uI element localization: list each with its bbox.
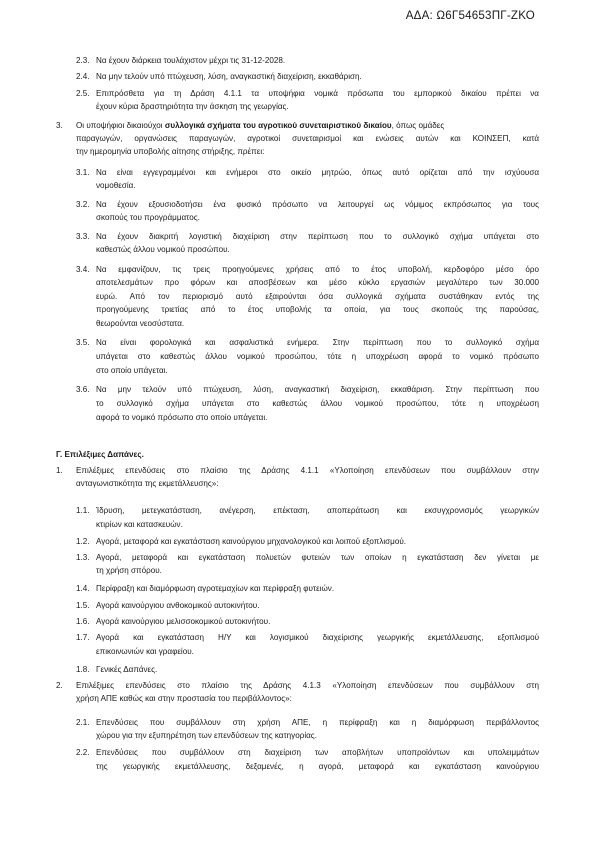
item-text: Να εμφανίζουν, τις τρεις προηγούμενες χρήσεις από το έτος υποβολή, κερδοφόρο μέσο όρο	[96, 265, 539, 274]
item-text: Επενδύσεις που συμβάλλουν στη χρήση ΑΠΕ, η περίφραξη και η διαμόρφωση περιβάλλοντος	[96, 718, 539, 727]
item-text: καθεστώς άλλου νομικού προσώπου.	[96, 245, 230, 254]
item-text: έχουν κύρια δραστηριότητα την άσκηση της γεωργίας.	[96, 102, 289, 111]
item-number: 1.2.	[76, 537, 90, 546]
item-text: επικοινωνιών και γραφείου.	[96, 647, 194, 656]
item-text: Να έχουν διάρκεια τουλάχιστον μέχρι τις 31-12-2028.	[96, 56, 286, 65]
item-number: 3.1.	[76, 168, 90, 177]
paragraph-line: Οι υποψήφιοι δικαιούχοι συλλογικά σχήματα του αγροτικού συνεταιριστικού δικαίου, όπως ομάδες	[76, 121, 445, 130]
item-text: Να έχουν διακριτή λογιστική διαχείριση στην περίπτωση που το συλλογικό σχήμα υπάγεται στο	[96, 232, 539, 241]
item-text: Ίδρυση, μετεγκατάσταση, ανέγερση, επέκταση, αποπεράτωση και εκσυγχρονισμός γεωργικών	[96, 506, 539, 515]
item-text: αφορά το νομικό πρόσωπο στο οποίο υπάγεται.	[96, 413, 268, 422]
item-text: νομοθεσία.	[96, 181, 136, 190]
item-number: 3.3.	[76, 232, 90, 241]
item-number: 3.6.	[76, 385, 90, 394]
item-number: 1.1.	[76, 506, 90, 515]
item-text: το συλλογικό σχήμα υπάγεται στο καθεστώς άλλου νομικού προσώπου, τότε η υποχρέωση	[96, 399, 539, 408]
item-text: της γεωργικής εκμετάλλευσης, δεξαμενές, η αγορά, μεταφορά και εγκατάσταση καινούργιου	[96, 762, 539, 771]
item-text: Αγορά καινούργιου ανθοκομικού αυτοκινήτου.	[96, 601, 260, 610]
item-number: 1.7.	[76, 633, 90, 642]
item-text: κτιρίων και κατασκευών.	[96, 520, 183, 529]
paragraph-line: την ημερομηνία υποβολής αίτησης στήριξης, πρέπει:	[76, 147, 265, 156]
list-number: 3.	[56, 121, 63, 130]
item-text: Επενδύσεις που συμβάλλουν στη διαχείριση των αποβλήτων υποπροϊόντων και υπολειμμάτων	[96, 748, 539, 757]
item-text: προηγούμενης τριετίας από το έτος υποβολής τα οποία, για τους σκοπούς της παρούσας,	[96, 305, 539, 314]
item-number: 2.5.	[76, 89, 90, 98]
ada-header: ΑΔΑ: Ω6Γ54653ΠΓ-ΖΚΟ	[405, 9, 535, 22]
item-number: 1.8.	[76, 665, 90, 674]
item-number: 1.5.	[76, 601, 90, 610]
item-number: 3.2.	[76, 200, 90, 209]
item-text: στο οποίο υπάγεται.	[96, 366, 168, 375]
item-text: Να είναι φορολογικά και ασφαλιστικά ενήμερα. Στην περίπτωση που το συλλογικό σχήμα	[96, 338, 539, 347]
item-text: Αγορά καινούργιου μελισσοκομικού αυτοκινήτου.	[96, 617, 271, 626]
paragraph-line: ανταγωνιστικότητα της εκμετάλλευσης»:	[76, 479, 219, 488]
item-text: χώρου για την εξυπηρέτηση των επενδύσεων της κατηγορίας.	[96, 731, 317, 740]
section-heading: Γ. Επιλέξιμες Δαπάνες.	[56, 450, 144, 459]
item-text: θεωρούνται νεοσύστατα.	[96, 319, 185, 328]
item-number: 1.6.	[76, 617, 90, 626]
paragraph-line: Επιλέξιμες επενδύσεις στο πλαίσιο της Δράσης 4.1.1 «Υλοποίηση επενδύσεων που συμβάλλουν στην	[76, 466, 539, 475]
item-text: Γενικές Δαπάνες.	[96, 665, 158, 674]
item-text: σκοπούς του προγράμματος.	[96, 213, 200, 222]
item-text: Αγορά και εγκατάσταση Η/Υ και λογισμικού διαχείρισης γεωργικής εκμετάλλευσης, εξοπλισμού	[96, 633, 539, 642]
item-text: Αγορά, μεταφορά και εγκατάσταση πολυετών φυτειών των οποίων η εγκατάσταση δεν γίνεται με	[96, 553, 539, 562]
item-number: 3.4.	[76, 265, 90, 274]
item-text: υπάγεται στο καθεστώς άλλου νομικού προσώπου, τότε η υποχρέωση αφορά το νομικό πρόσωπο	[96, 352, 539, 361]
item-text: ευρώ. Από τον περιορισμό αυτό εξαιρούνται όσα συλλογικά σχήματα συστάθηκαν εντός της	[96, 292, 539, 301]
item-text: Να μην τελούν υπό πτώχευση, λύση, αναγκαστική διαχείριση, εκκαθάριση.	[96, 72, 362, 81]
item-text: Να έχουν εξουσιοδοτήσει ένα φυσικό πρόσωπο να λειτουργεί ως νόμιμος εκπρόσωπος για τους	[96, 200, 539, 209]
item-text: Αγορά, μεταφορά και εγκατάσταση καινούργιου μηχανολογικού και λοιπού εξοπλισμού.	[96, 537, 407, 546]
item-text: τη χρήση σπόρου.	[96, 566, 162, 575]
item-number: 2.2.	[76, 748, 90, 757]
item-text: Περίφραξη και διαμόρφωση αγροτεμαχίων και περίφραξη φυτειών.	[96, 584, 335, 593]
item-number: 3.5.	[76, 338, 90, 347]
paragraph-line: Επιλέξιμες επενδύσεις στο πλαίσιο της Δράσης 4.1.3 «Υλοποίηση επενδύσεων που συμβάλλουν στη	[76, 681, 539, 690]
item-number: 1.3.	[76, 553, 90, 562]
list-number: 2.	[56, 681, 63, 690]
item-number: 2.1.	[76, 718, 90, 727]
item-number: 2.3.	[76, 56, 90, 65]
paragraph-line: παραγωγών, οργανώσεις παραγωγών, αγροτικοί συνεταιρισμοί και ενώσεις αυτών και ΚΟΙΝΣΕΠ, κατά	[76, 134, 539, 143]
item-text: Επιπρόσθετα για τη Δράση 4.1.1 τα υποψήφια νομικά πρόσωπα του εμπορικού δικαίου πρέπει να	[96, 89, 539, 98]
paragraph-line: χρήση ΑΠΕ καθώς και στην προστασία του περιβάλλοντος»:	[76, 694, 292, 703]
item-text: αποτελεσμάτων προ φόρων και αποσβέσεων και μέσο κύκλο εργασιών μεγαλύτερο των 30.000	[96, 278, 539, 287]
item-number: 2.4.	[76, 72, 90, 81]
item-text: Να είναι εγγεγραμμένοι και ενήμεροι στο οικείο μητρώο, όπως αυτό ορίζεται από την ισχύουσα	[96, 168, 539, 177]
list-number: 1.	[56, 466, 63, 475]
item-text: Να μην τελούν υπό πτώχευση, λύση, αναγκαστική διαχείριση, εκκαθάριση. Στην περίπτωση που	[96, 385, 539, 394]
item-number: 1.4.	[76, 584, 90, 593]
